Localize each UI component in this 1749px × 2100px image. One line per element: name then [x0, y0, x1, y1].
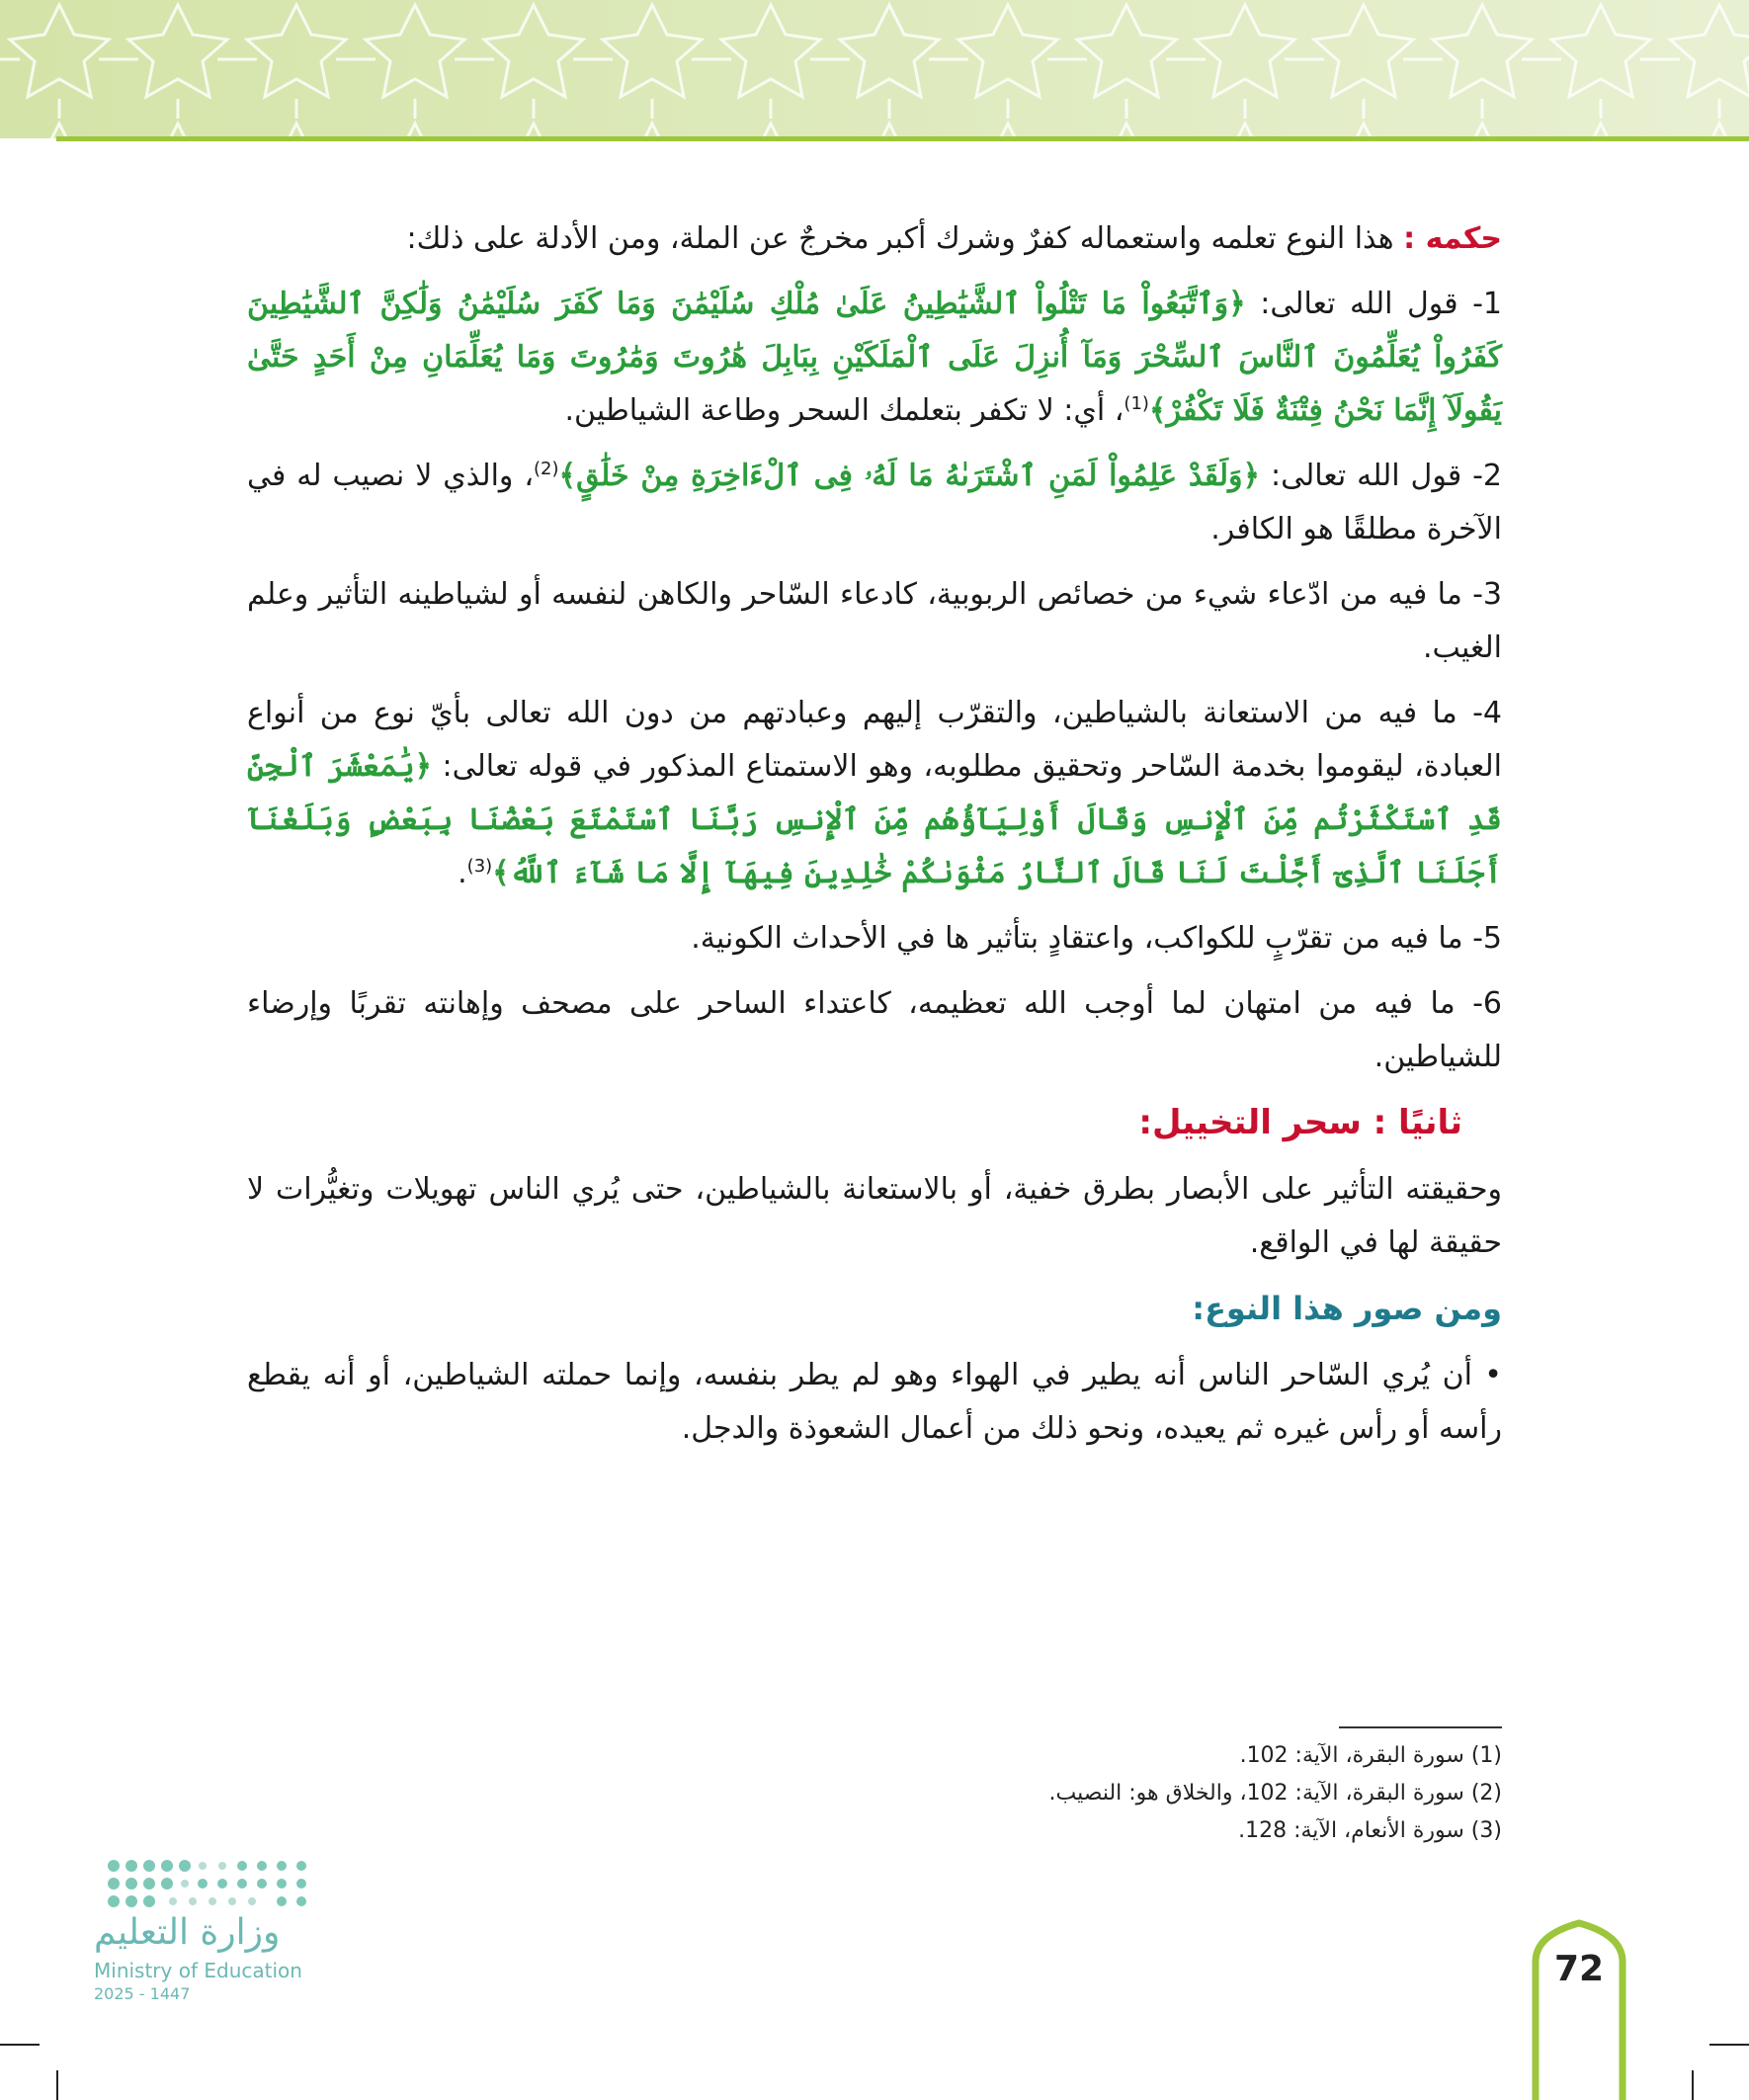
header-pattern-band [0, 0, 1749, 138]
crop-mark [1709, 2044, 1749, 2046]
evidence-1-tail: ، أي: لا تكفر بتعلمك السحر وطاعة الشياطين. [564, 393, 1124, 428]
forms-heading-line [247, 1282, 1502, 1337]
evidence-5: 5- ما فيه من تقرّبٍ للكواكب، واعتقادٍ بتأثير ها في الأحداث الكونية. [691, 921, 1502, 956]
evidence-2-intro: 2- قول الله تعالى: [1260, 459, 1502, 493]
evidence-1-intro: 1- قول الله تعالى: [1245, 287, 1503, 321]
quran-verse-1: ﴿وَٱتَّبَعُواْ مَا تَتْلُواْ ٱلشَّيَٰطِينُ عَلَىٰ مُلْكِ سُلَيْمَٰنَ وَمَا كَفَرَ سُلَيْمَٰنُ وَلَٰكِنَّ ٱلشَّيَٰطِينَ كَفَرُواْ يُعَلِّمُونَ ٱلنَّاسَ ٱلسِّحْرَ وَمَآ أُنزِلَ عَلَى ٱلْمَلَكَيْنِ بِبَابِلَ هَٰرُوتَ وَمَٰرُوتَ وَمَا يُعَلِّمَانِ مِنْ أَحَدٍ حَتَّىٰ يَقُولَآ إِنَّمَا نَحْنُ فِتْنَةٌ فَلَا تَكْفُرْ﴾ [247, 287, 1502, 428]
header-rule [56, 136, 1749, 141]
page-number: 72 [1553, 1949, 1605, 1989]
evidence-6: 6- ما فيه من امتهان لما أوجب الله تعظيمه، كاعتداء الساحر على مصحف وإهانته تقربًا وإرضاء للشياطين. [247, 986, 1502, 1074]
crop-mark [1692, 2070, 1694, 2100]
ruling-text: هذا النوع تعلمه واستعماله كفرٌ وشرك أكبر مخرجٌ عن الملة، ومن الأدلة على ذلك: [406, 221, 1394, 256]
main-content [247, 212, 1502, 1468]
footnote-item: (2) سورة البقرة، الآية: 102، والخلاق هو: النصيب. [1048, 1781, 1502, 1806]
footnote-rule [1339, 1726, 1502, 1728]
quran-verse-2: ﴿وَلَقَدْ عَلِمُواْ لَمَنِ ٱشْتَرَىٰهُ مَا لَهُۥ فِى ٱلْءَاخِرَةِ مِنْ خَلَٰقٍ﴾ [558, 459, 1261, 493]
section-heading [247, 1096, 1502, 1151]
footnote-ref-1: (1) [1124, 393, 1149, 414]
ruling-paragraph [247, 212, 1502, 266]
footnote-item: (1) سورة البقرة، الآية: 102. [1239, 1743, 1502, 1768]
logo-years: 2025 - 1447 [94, 1984, 191, 2003]
evidence-2 [247, 450, 1502, 556]
forms-heading: ومن صور هذا النوع: [1192, 1290, 1502, 1327]
footnote-item: (3) سورة الأنعام، الآية: 128. [1238, 1818, 1502, 1843]
geometric-pattern-icon [0, 0, 1749, 138]
footnote-ref-2: (2) [534, 459, 559, 479]
quran-verse-3: ﴿يَٰمَعْشَرَ ٱلْجِنِّ قَدِ ٱسْتَكْثَرْتُم مِّنَ ٱلْإِنسِ وَقَالَ أَوْلِيَآؤُهُم مِّنَ ٱلْإِنسِ رَبَّنَا ٱسْتَمْتَعَ بَعْضُنَا بِبَعْضٍ وَبَلَغْنَآ أَجَلَنَا ٱلَّذِىٓ أَجَّلْتَ لَنَا قَالَ ٱلنَّارُ مَثْوَىٰكُمْ خَٰلِدِينَ فِيهَآ إِلَّا مَا شَآءَ ٱللَّهُ﴾ [247, 749, 1502, 890]
evidence-2-tail: ، والذي لا نصيب له في الآخرة مطلقًا هو الكافر. [247, 459, 1502, 546]
footnote-ref-3: (3) [466, 856, 493, 877]
bullet-item [247, 1349, 1502, 1456]
ruling-label: حكمه : [1403, 221, 1502, 256]
imagination-magic-heading: ثانيًا : سحر التخييل: [1138, 1103, 1462, 1142]
evidence-1 [247, 278, 1502, 438]
evidence-4-intro: 4- ما فيه من الاستعانة بالشياطين، والتقرّب إليهم وعبادتهم من دون الله تعالى بأيّ نوع من أنواع العبادة، ليقوموا بخدمة السّاحر وتحقيق مطلوبه، وهو الاستمتاع المذكور في قوله تعالى: [247, 696, 1502, 784]
crop-mark [0, 2044, 40, 2046]
evidence-3: 3- ما فيه من ادّعاء شيء من خصائص الربوبية، كادعاء السّاحر والكاهن لنفسه أو لشياطينه التأثير وعلم الغيب. [247, 577, 1502, 665]
definition-paragraph: وحقيقته التأثير على الأبصار بطرق خفية، أو بالاستعانة بالشياطين، حتى يُري الناس تهويلات وتغيُّرات لا حقيقة لها في الواقع. [247, 1172, 1502, 1260]
footnotes [889, 1737, 1502, 1850]
evidence-4-tail: . [458, 856, 467, 890]
crop-mark [56, 2070, 58, 2100]
logo-english-text: Ministry of Education [94, 1959, 302, 1982]
page-number-badge [1530, 1917, 1628, 2100]
bullet-text: أن يُري السّاحر الناس أنه يطير في الهواء وهو لم يطر بنفسه، وإنما حملته الشياطين، أو أنه يقطع رأسه أو رأس غيره ثم يعيده، ونحو ذلك من أعمال الشعوذة والدجل. [247, 1358, 1502, 1446]
bullet-icon: • [1484, 1358, 1502, 1392]
evidence-4 [247, 687, 1502, 900]
logo-arabic-text: وزارة التعليم [94, 1912, 281, 1953]
